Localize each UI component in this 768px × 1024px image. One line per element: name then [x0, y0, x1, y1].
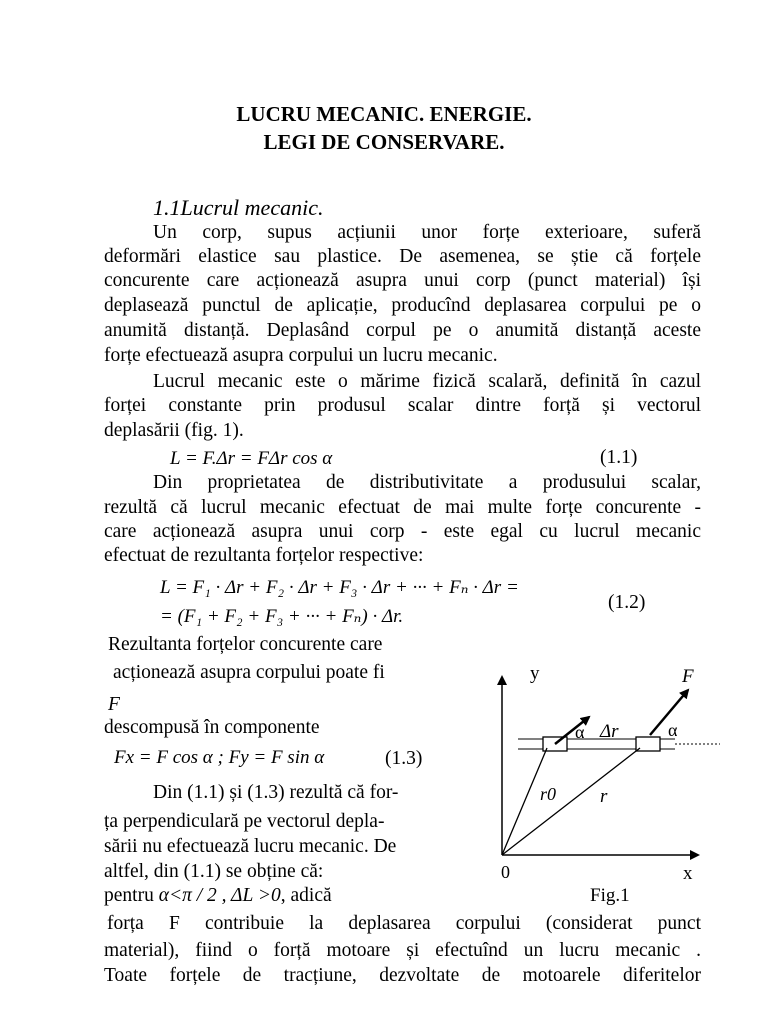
equation-1-2-line-1: L = F₁ · Δr + F₂ · Δr + F₃ · Δr + ··· + Fₙ · Δr = [160, 577, 519, 598]
figure-caption: Fig.1 [590, 885, 630, 905]
figure-1-diagram [480, 655, 720, 905]
paragraph-4-line: forța F contribuie la deplasarea corpului (considerat punct [107, 913, 701, 934]
section-heading: 1.1Lucrul mecanic. [153, 195, 324, 220]
left-column-prefix: pentru [104, 885, 154, 906]
equation-1-3: Fx = F cos α ; Fy = F sin α [114, 747, 325, 768]
label-x: x [683, 863, 693, 884]
page-title-line-2: LEGI DE CONSERVARE. [263, 130, 505, 154]
left-column-line [104, 884, 332, 908]
paragraph-4-line: Toate forțele de tracțiune, dezvoltate de motoarele diferitelor [104, 965, 701, 986]
paragraph-2-line: deplasării (fig. 1). [104, 420, 244, 441]
label-F: F [682, 666, 694, 687]
paragraph-1-line: deformări elastice sau plastice. De asemenea, se știe că forțele [104, 246, 701, 267]
label-r: r [600, 786, 608, 807]
left-column-line: Din (1.1) și (1.3) rezultă că for- [153, 782, 399, 803]
force-symbol-F: F [108, 694, 120, 715]
paragraph-2-line: Lucrul mecanic este o mărime fizică scalară, definită în cazul [153, 371, 701, 392]
left-column-line: sării nu efectuează lucru mecanic. De [104, 836, 397, 857]
label-delta-r: Δr [600, 721, 619, 742]
position-vector-r [502, 748, 640, 855]
equation-1-2-number: (1.2) [608, 592, 646, 613]
label-y: y [530, 663, 540, 684]
left-column-line: Rezultanta forțelor concurente care [108, 634, 383, 655]
paragraph-2-line: forței constante prin produsul scalar dintre forță și vectorul [104, 395, 701, 416]
page-title-line-1: LUCRU MECANIC. ENERGIE. [236, 102, 532, 126]
left-column-line: acționează asupra corpului poate fi [113, 662, 385, 683]
paragraph-1-line: concurente care acționează asupra unui corp (punct material) își [104, 270, 701, 291]
left-column-line: descompusă în componente [104, 717, 320, 738]
paragraph-1-line: Un corp, supus acțiunii unor forțe exterioare, suferă [153, 222, 701, 243]
paragraph-1-line: deplasează punctul de aplicație, producînd deplasarea corpului pe o [104, 295, 701, 316]
paragraph-3-line: efectuat de rezultanta forțelor respective: [104, 545, 424, 566]
left-column-line: ța perpendiculară pe vectorul depla- [104, 811, 385, 832]
equation-1-1-number: (1.1) [600, 447, 638, 468]
left-column-line: altfel, din (1.1) se obține că: [104, 861, 324, 882]
equation-1-2-line-2: = (F₁ + F₂ + F₃ + ··· + Fₙ) · Δr. [160, 606, 404, 627]
label-alpha-1: α [575, 722, 585, 742]
paragraph-4-line: material), fiind o forță motoare și efectuînd un lucru mecanic . [104, 940, 701, 961]
paragraph-3-line: rezultă că lucrul mecanic efectuat de mai multe forțe concurente - [104, 497, 701, 518]
label-r0: r0 [540, 784, 557, 804]
label-origin: 0 [501, 862, 510, 882]
left-column-suffix: , adică [280, 885, 332, 906]
paragraph-1-line: anumită distanță. Deplasând corpul pe o anumită distanță aceste [104, 320, 701, 341]
paragraph-3-line: Din proprietatea de distributivitate a produsului scalar, [153, 472, 701, 493]
paragraph-1-line: forțe efectuează asupra corpului un lucru mecanic. [104, 345, 498, 366]
equation-1-3-number: (1.3) [385, 748, 423, 769]
label-alpha-2: α [668, 720, 678, 740]
equation-1-1: L = F.Δr = FΔr cos α [170, 448, 333, 469]
paragraph-3-line: care acționează asupra unui corp - este egal cu lucrul mecanic [104, 521, 701, 542]
inequality-math: α<π / 2 , ΔL >0 [158, 885, 281, 906]
